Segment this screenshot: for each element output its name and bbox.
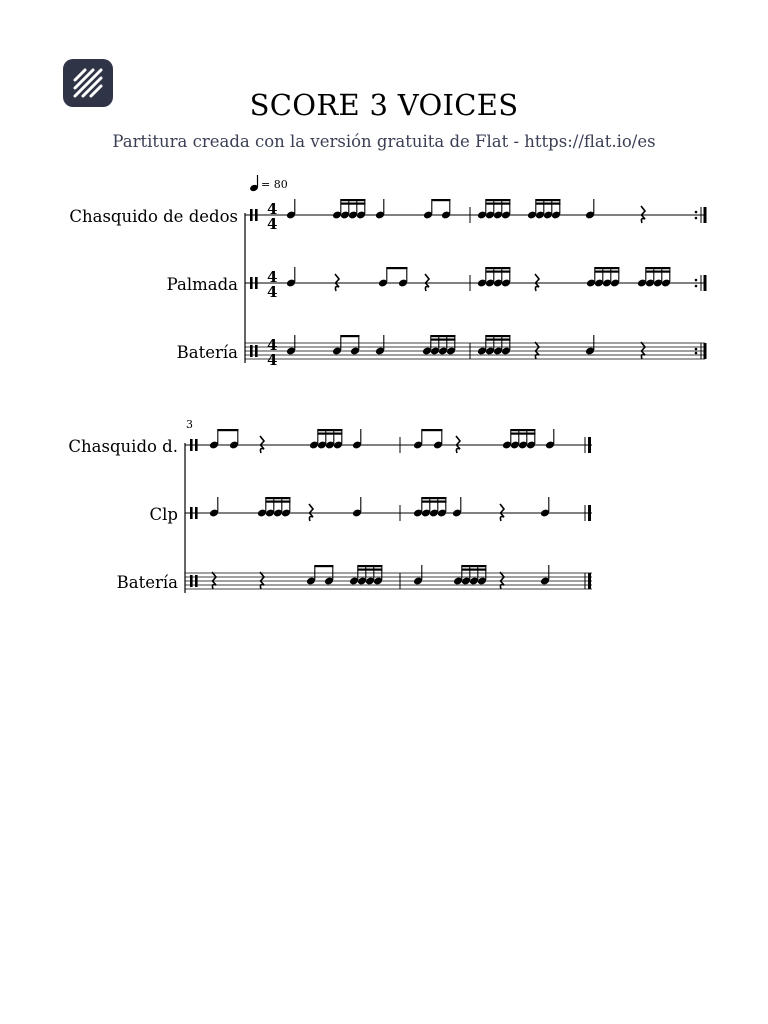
beam: [315, 565, 334, 567]
quarter-rest: [260, 572, 264, 589]
svg-text:4: 4: [267, 200, 278, 218]
beam: [432, 199, 451, 201]
quarter-rest: [425, 274, 429, 291]
repeat-dot: [695, 285, 698, 288]
beam: [486, 267, 511, 269]
beam: [218, 429, 239, 431]
final-barline: [704, 343, 707, 359]
quarter-rest: [535, 274, 539, 291]
beam: [595, 271, 620, 273]
beam: [341, 199, 366, 201]
quarter-rest: [535, 342, 539, 359]
beam: [486, 335, 511, 337]
tempo-text: = 80: [261, 178, 288, 191]
beam: [536, 199, 561, 201]
beam: [341, 203, 366, 205]
staff-label: Palmada: [166, 275, 238, 294]
svg-text:4: 4: [267, 351, 278, 369]
beam: [358, 569, 383, 571]
final-barline: [588, 573, 591, 589]
beam: [431, 339, 456, 341]
beam: [646, 267, 671, 269]
percussion-clef: [255, 277, 258, 289]
score-title: SCORE 3 VOICES: [249, 88, 519, 122]
repeat-dot: [695, 217, 698, 220]
final-barline: [704, 275, 707, 291]
staff-label: Chasquido de dedos: [69, 207, 238, 226]
percussion-clef: [195, 575, 198, 587]
repeat-dot: [695, 348, 698, 351]
beam: [431, 335, 456, 337]
quarter-rest: [500, 572, 504, 589]
quarter-rest: [260, 436, 264, 453]
percussion-clef: [250, 209, 253, 221]
beam: [536, 203, 561, 205]
beam: [422, 429, 443, 431]
percussion-clef: [250, 345, 253, 357]
percussion-clef: [190, 507, 193, 519]
final-barline: [704, 207, 707, 223]
repeat-dot: [695, 352, 698, 355]
quarter-rest: [456, 436, 460, 453]
svg-text:4: 4: [267, 268, 278, 286]
beam: [266, 497, 291, 499]
beam: [318, 433, 343, 435]
measure-number: 3: [186, 418, 193, 431]
repeat-dot: [695, 279, 698, 282]
beam: [462, 565, 487, 567]
staff-label: Batería: [176, 343, 238, 362]
staff-label: Clp: [149, 505, 178, 524]
staff-label: Chasquido d.: [68, 437, 178, 456]
quarter-rest: [641, 342, 645, 359]
svg-text:4: 4: [267, 336, 278, 354]
repeat-dot: [695, 211, 698, 214]
beam: [266, 501, 291, 503]
beam: [646, 271, 671, 273]
percussion-clef: [255, 345, 258, 357]
notation: [185, 199, 707, 593]
percussion-clef: [255, 209, 258, 221]
beam: [358, 565, 383, 567]
beam: [422, 497, 447, 499]
beam: [486, 271, 511, 273]
beam: [486, 199, 511, 201]
percussion-clef: [190, 575, 193, 587]
quarter-rest: [212, 572, 216, 589]
quarter-rest: [641, 206, 645, 223]
quarter-rest: [335, 274, 339, 291]
beam: [486, 339, 511, 341]
beam: [595, 267, 620, 269]
quarter-rest: [309, 504, 313, 521]
beam: [511, 429, 536, 431]
tempo-marking: [249, 175, 288, 192]
beam: [486, 203, 511, 205]
beam: [511, 433, 536, 435]
percussion-clef: [190, 439, 193, 451]
final-barline: [588, 437, 591, 453]
svg-text:4: 4: [267, 215, 278, 233]
quarter-rest: [500, 504, 504, 521]
percussion-clef: [195, 439, 198, 451]
beam: [341, 335, 360, 337]
staff-label: Batería: [116, 573, 178, 592]
time-signature: [267, 200, 277, 369]
beam: [422, 501, 447, 503]
score-subtitle: Partitura creada con la versión gratuita de Flat - https://flat.io/es: [112, 132, 656, 151]
final-barline: [588, 505, 591, 521]
percussion-clef: [250, 277, 253, 289]
beam: [318, 429, 343, 431]
percussion-clef: [195, 507, 198, 519]
beam: [462, 569, 487, 571]
svg-text:4: 4: [267, 283, 278, 301]
beam: [387, 267, 408, 269]
